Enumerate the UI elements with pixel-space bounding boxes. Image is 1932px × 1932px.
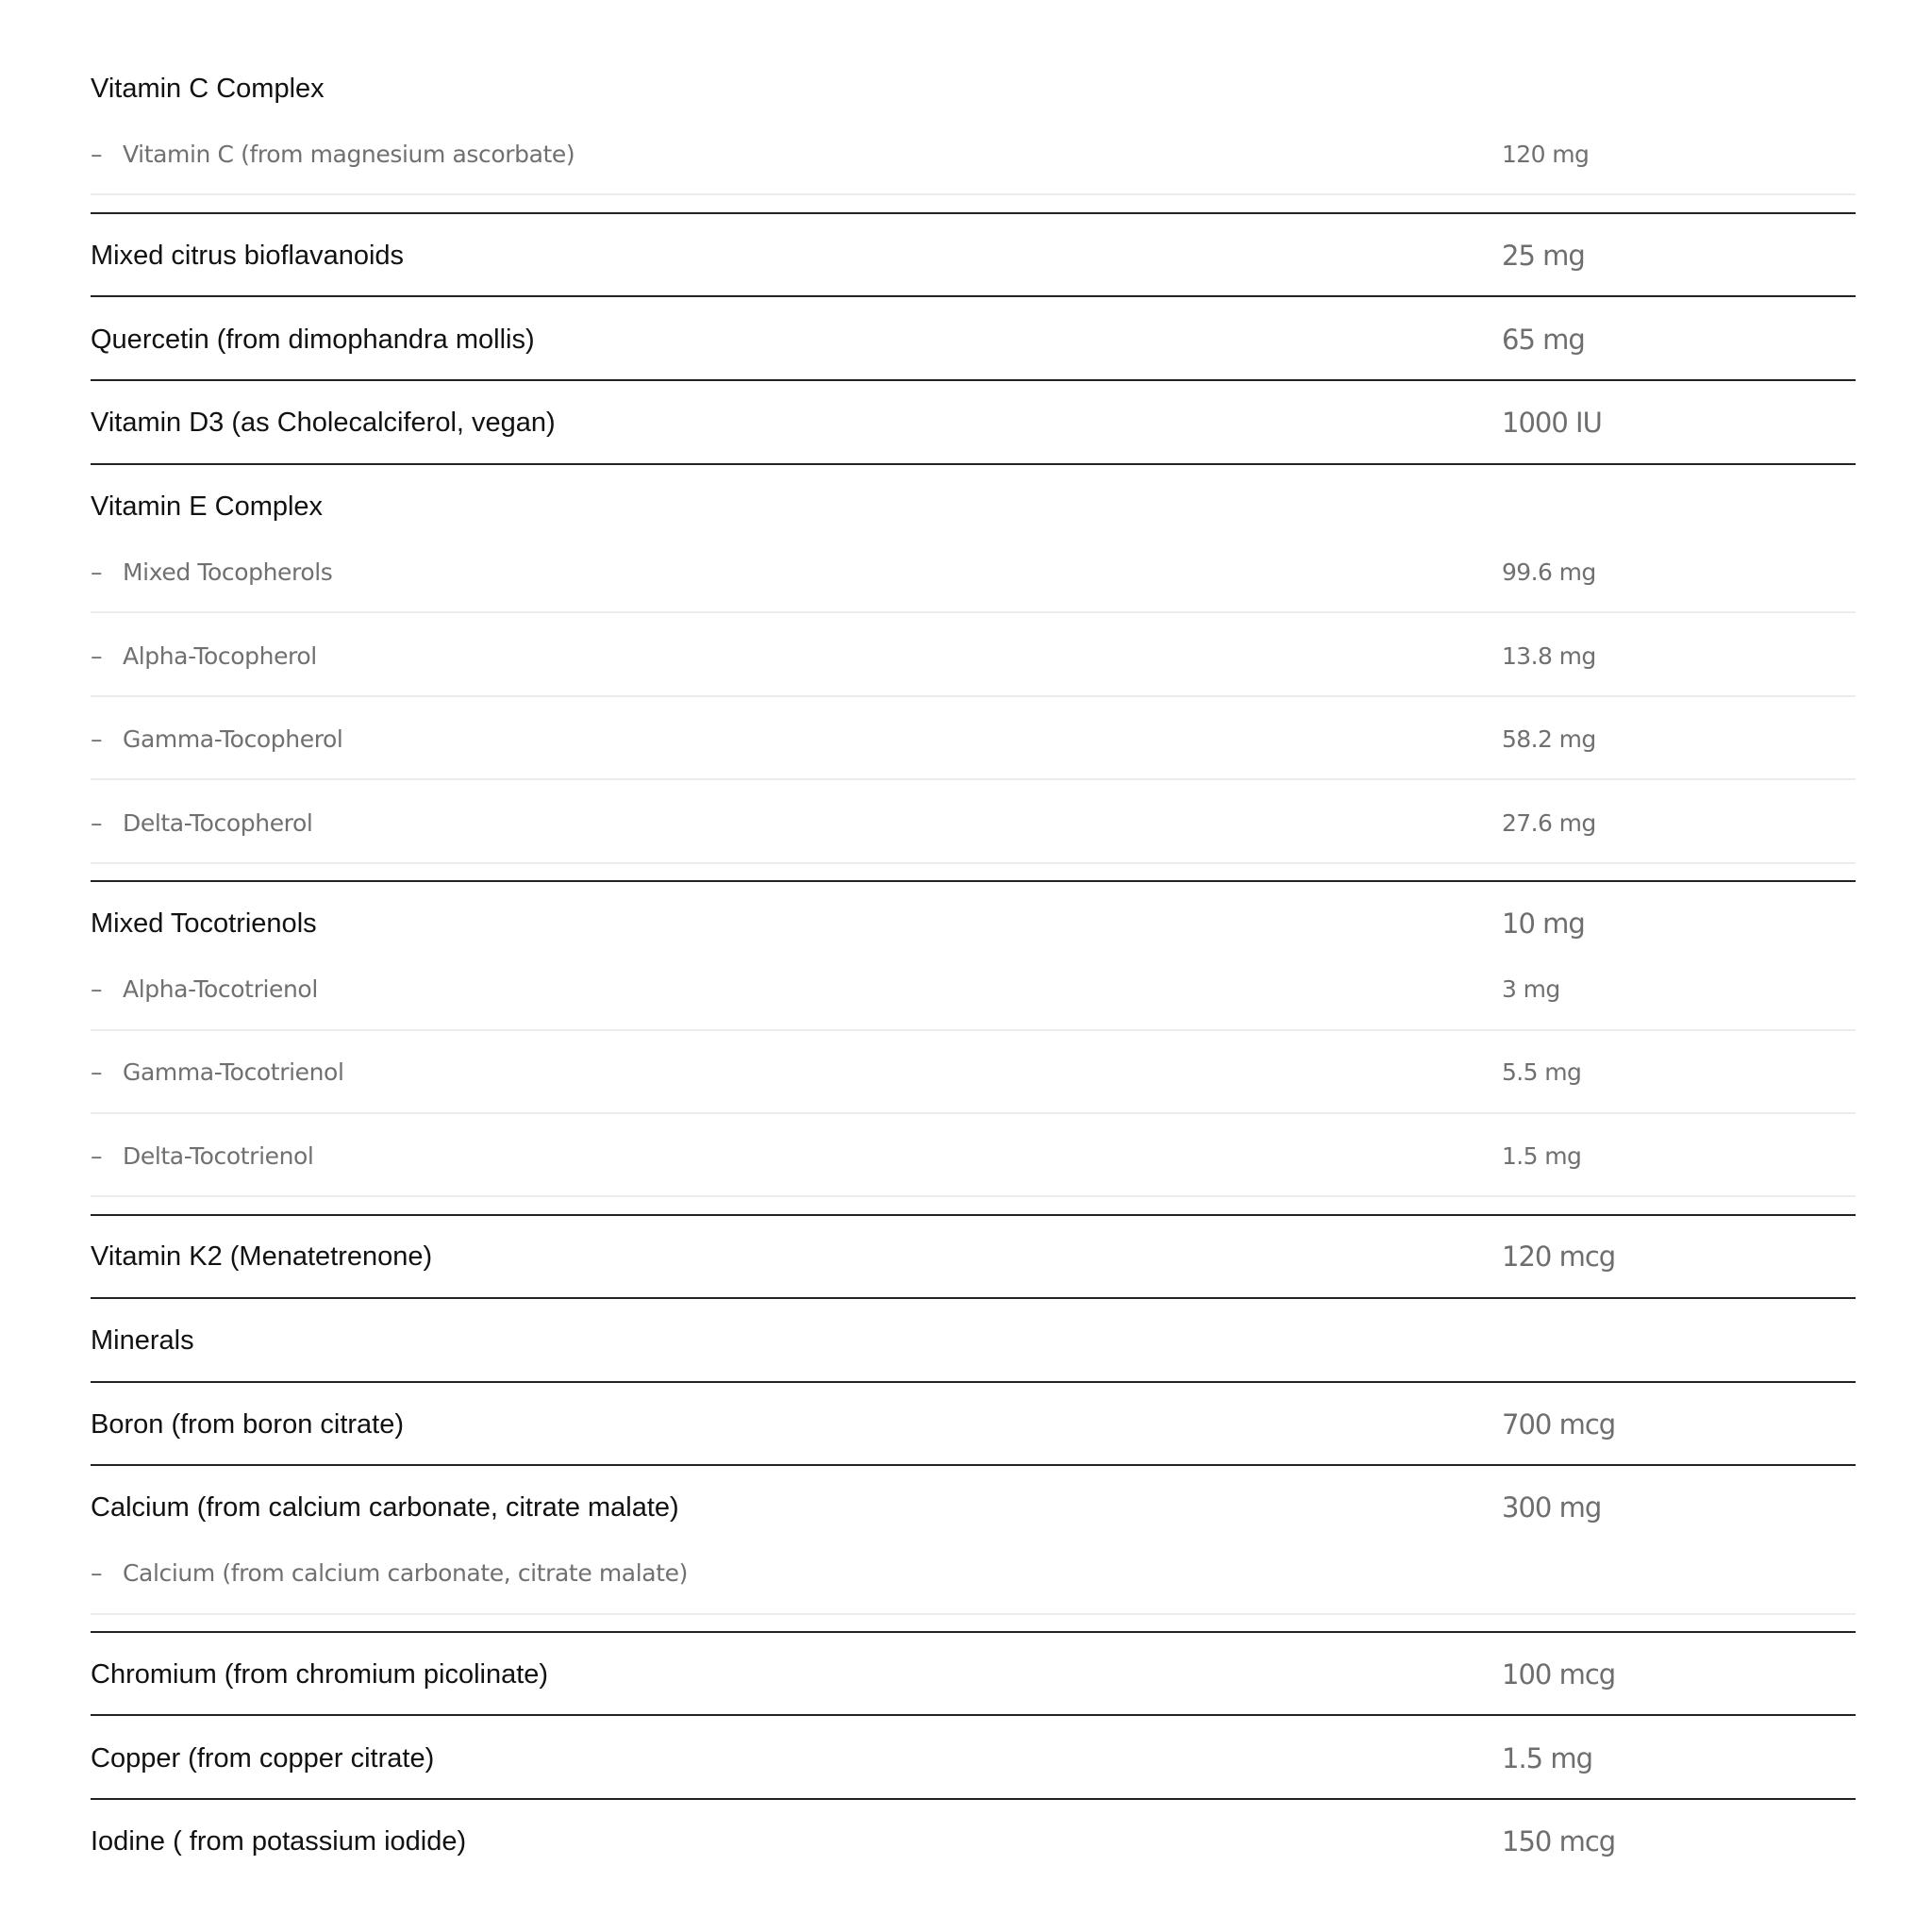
row-divider — [91, 1214, 1856, 1216]
sub-item-dash: – — [91, 1142, 103, 1170]
nutrient-name: Vitamin D3 (as Cholecalciferol, vegan) — [91, 408, 556, 438]
sub-nutrient-name — [91, 974, 318, 1005]
sub-nutrient-amount: 13.8 mg — [1502, 642, 1596, 670]
nutrient-amount: 1000 IU — [1502, 407, 1602, 439]
nutrient-name: Mixed Tocotrienols — [91, 908, 317, 939]
sub-nutrient-name — [91, 808, 312, 839]
sub-nutrient-name — [91, 558, 332, 588]
nutrient-name: Vitamin C Complex — [91, 74, 325, 104]
sub-nutrient-label: Alpha-Tocopherol — [123, 642, 317, 670]
sub-nutrient-label: Calcium (from calcium carbonate, citrate malate) — [123, 1559, 688, 1587]
sub-row-divider — [91, 778, 1856, 780]
nutrient-name: Chromium (from chromium picolinate) — [91, 1659, 549, 1690]
sub-item-dash: – — [91, 809, 103, 837]
row-divider — [91, 1381, 1856, 1383]
sub-row-divider — [91, 193, 1856, 195]
sub-nutrient-label: Alpha-Tocotrienol — [123, 975, 318, 1003]
sub-nutrient-name — [91, 641, 317, 672]
nutrient-amount: 1.5 mg — [1502, 1742, 1592, 1774]
nutrient-name: Quercetin (from dimophandra mollis) — [91, 325, 535, 355]
row-divider — [91, 1297, 1856, 1299]
nutrient-amount: 300 mg — [1502, 1491, 1602, 1524]
nutrient-amount: 700 mcg — [1502, 1408, 1616, 1441]
sub-nutrient-label: Vitamin C (from magnesium ascorbate) — [123, 141, 575, 168]
sub-nutrient-amount: 120 mg — [1502, 141, 1590, 168]
row-divider — [91, 295, 1856, 297]
sub-row-divider — [91, 1112, 1856, 1114]
nutrient-name: Copper (from copper citrate) — [91, 1743, 435, 1774]
sub-nutrient-label: Delta-Tocopherol — [123, 809, 313, 837]
sub-nutrient-name — [91, 1058, 344, 1088]
sub-nutrient-amount: 3 mg — [1502, 975, 1560, 1003]
sub-nutrient-amount: 27.6 mg — [1502, 809, 1596, 837]
sub-row-divider — [91, 611, 1856, 613]
row-divider — [91, 880, 1856, 882]
nutrient-amount: 120 mcg — [1502, 1241, 1616, 1273]
sub-nutrient-name — [91, 724, 342, 755]
nutrient-amount: 10 mg — [1502, 908, 1585, 940]
sub-row-divider — [91, 1195, 1856, 1197]
sub-row-divider — [91, 1613, 1856, 1615]
nutrient-name: Vitamin K2 (Menatetrenone) — [91, 1241, 433, 1272]
sub-nutrient-amount: 99.6 mg — [1502, 558, 1596, 586]
nutrient-amount: 100 mcg — [1502, 1658, 1616, 1690]
nutrient-name: Mixed citrus bioflavanoids — [91, 241, 405, 271]
nutrient-name: Vitamin E Complex — [91, 491, 324, 522]
sub-nutrient-label: Mixed Tocopherols — [123, 558, 333, 586]
row-divider — [91, 1798, 1856, 1800]
sub-item-dash: – — [91, 1058, 103, 1086]
sub-row-divider — [91, 1029, 1856, 1031]
sub-item-dash: – — [91, 975, 103, 1003]
nutrient-amount: 150 mcg — [1502, 1825, 1616, 1857]
row-divider — [91, 1714, 1856, 1716]
nutrient-amount: 65 mg — [1502, 324, 1585, 356]
row-divider — [91, 463, 1856, 465]
sub-nutrient-amount: 5.5 mg — [1502, 1058, 1582, 1086]
nutrient-name: Calcium (from calcium carbonate, citrate malate) — [91, 1492, 679, 1523]
sub-nutrient-label: Gamma-Tocopherol — [123, 725, 343, 753]
sub-row-divider — [91, 862, 1856, 864]
nutrient-name: Iodine ( from potassium iodide) — [91, 1826, 467, 1857]
row-divider — [91, 212, 1856, 214]
sub-item-dash: – — [91, 1559, 103, 1587]
sub-item-dash: – — [91, 725, 103, 753]
sub-nutrient-amount: 58.2 mg — [1502, 725, 1596, 753]
sub-nutrient-name — [91, 140, 575, 170]
nutrient-name: Boron (from boron citrate) — [91, 1409, 405, 1440]
sub-item-dash: – — [91, 558, 103, 586]
nutrient-amount: 25 mg — [1502, 240, 1585, 272]
sub-nutrient-label: Delta-Tocotrienol — [123, 1142, 314, 1170]
row-divider — [91, 379, 1856, 381]
sub-item-dash: – — [91, 642, 103, 670]
sub-row-divider — [91, 695, 1856, 697]
sub-nutrient-label: Gamma-Tocotrienol — [123, 1058, 344, 1086]
row-divider — [91, 1631, 1856, 1633]
sub-nutrient-amount: 1.5 mg — [1502, 1142, 1582, 1170]
row-divider — [91, 1464, 1856, 1466]
sub-nutrient-name — [91, 1141, 313, 1172]
sub-nutrient-name — [91, 1558, 688, 1589]
sub-item-dash: – — [91, 141, 103, 168]
nutrient-name: Minerals — [91, 1325, 194, 1356]
